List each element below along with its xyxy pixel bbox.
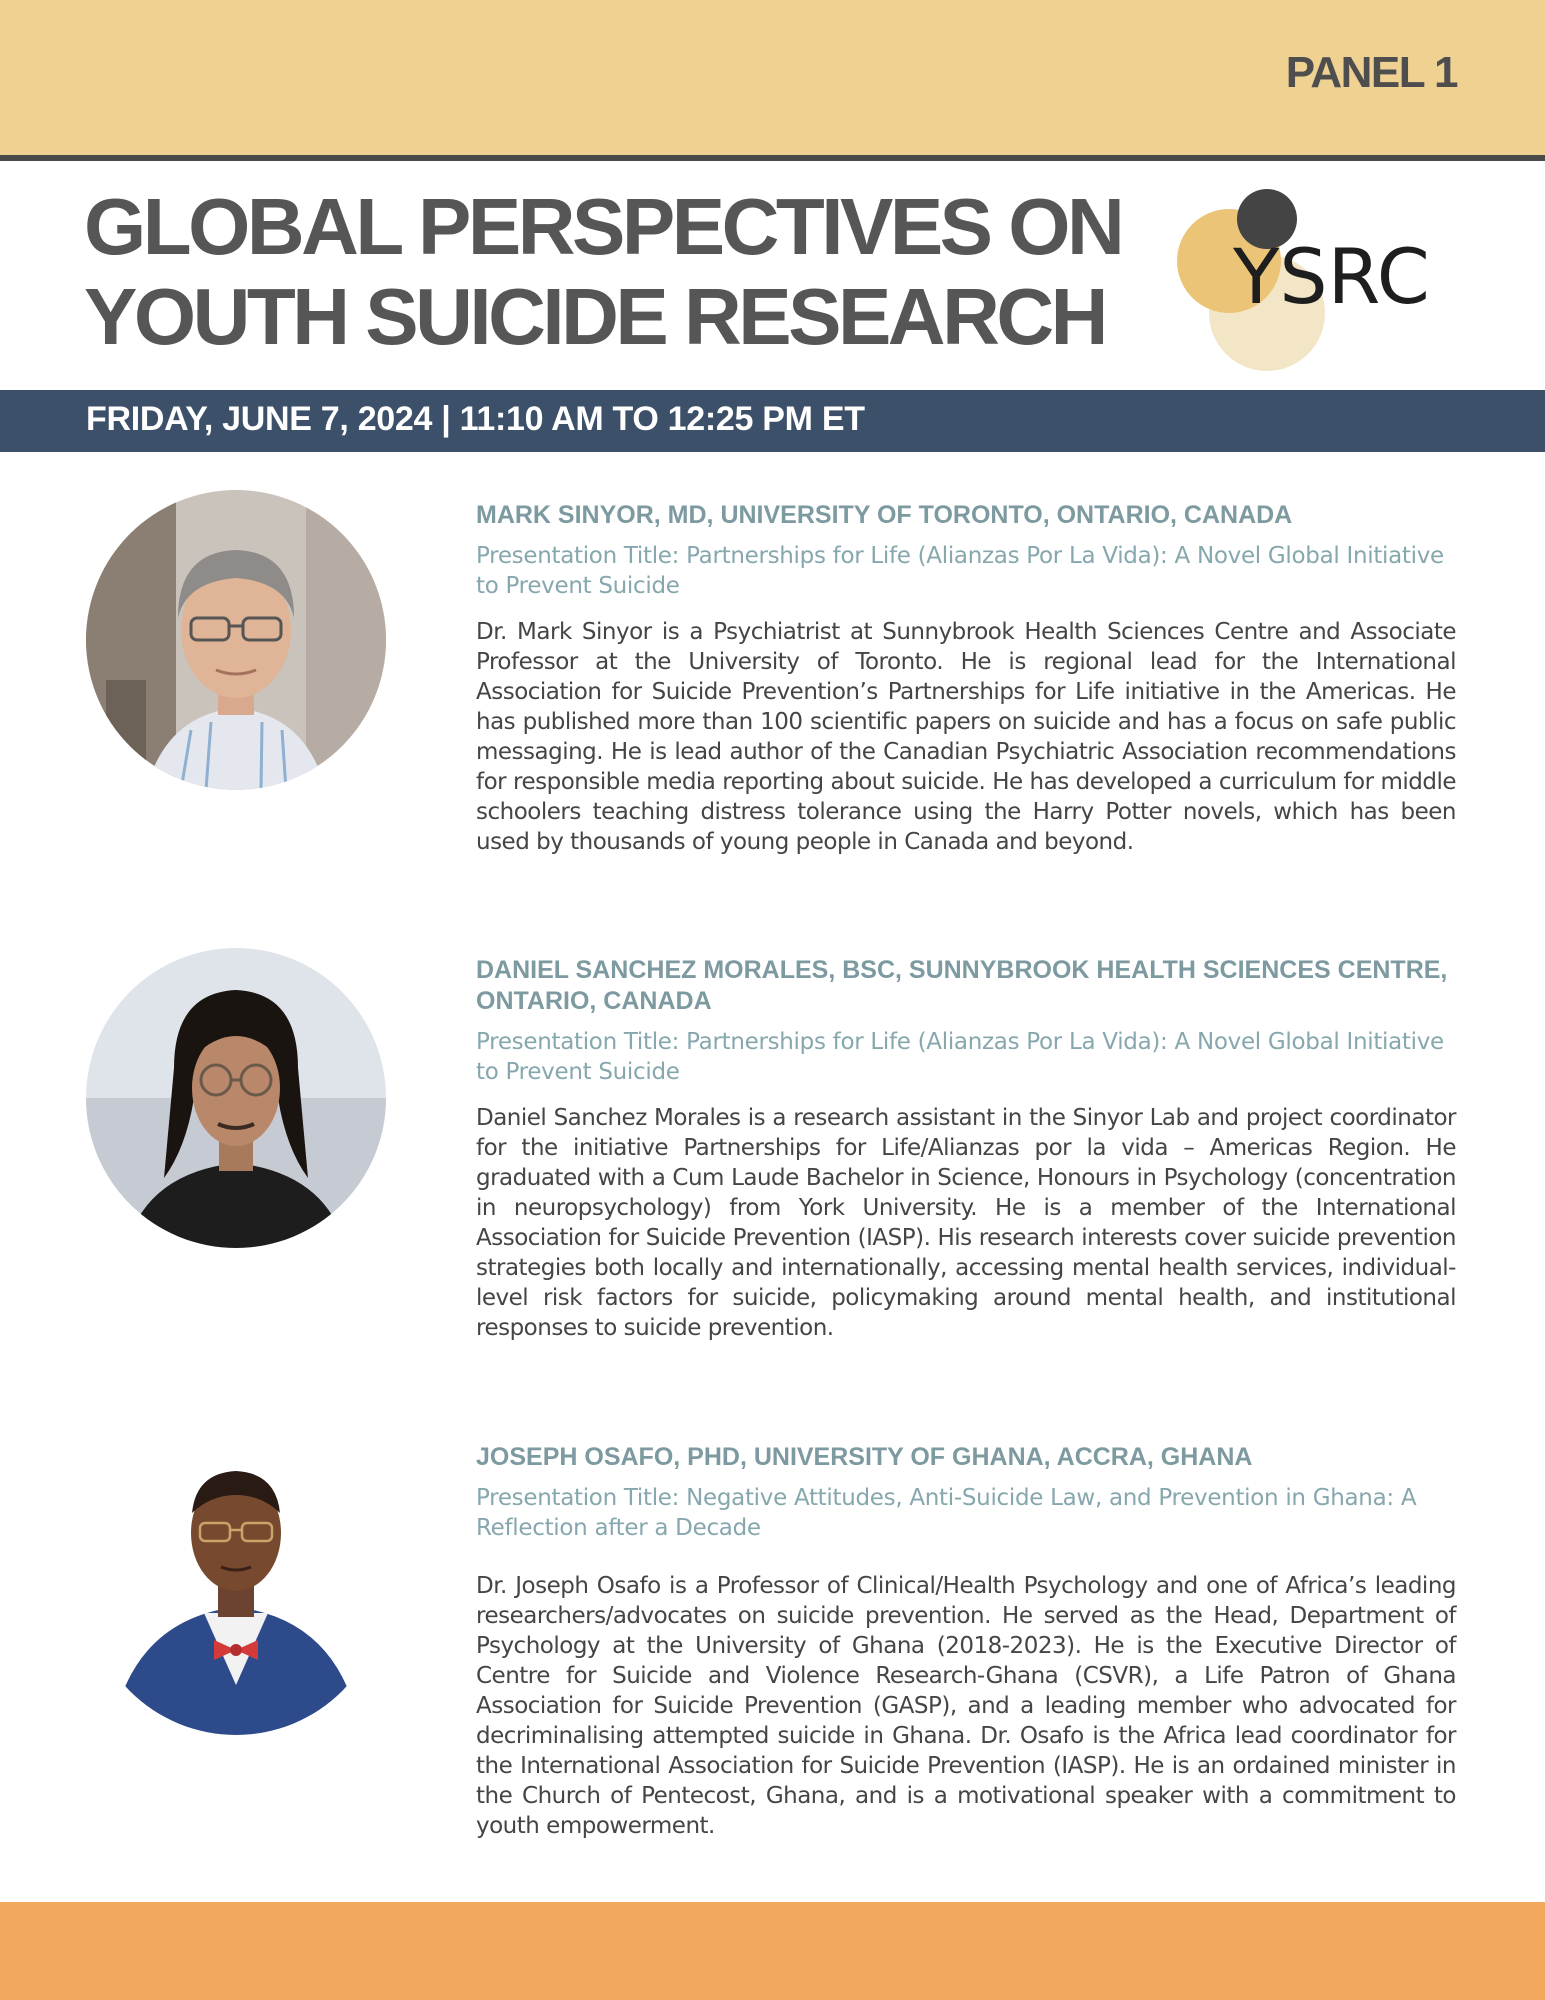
speaker-name: DANIEL SANCHEZ MORALES, BSC, SUNNYBROOK HEALTH SCIENCES CENTRE, ONTARIO, CANADA — [476, 956, 1448, 1015]
speaker-bio: Daniel Sanchez Morales is a research assistant in the Sinyor Lab and project coordinator for the initiative Partnerships for Life/Alianzas por la vida – Americas Region. He graduated with a Cum Laude Bachelor in Science, Honours in Psychology (concentration in neuropsychology) from York University. He is a member of the International Association for Suicide Prevention (IASP). His research interests cover suicide prevention strategies both locally and internationally, accessing mental health services, individual-level risk factors for suicide, policymaking around mental health, and institutional responses to suicide prevention. — [476, 1105, 1456, 1341]
speaker-photo-joseph-osafo — [86, 1435, 386, 1735]
footer-band — [0, 1902, 1545, 2000]
speaker-name: JOSEPH OSAFO, PHD, UNIVERSITY OF GHANA, ACCRA, GHANA — [476, 1443, 1253, 1471]
speaker-photo-daniel-sanchez-morales — [86, 948, 386, 1248]
page-title — [84, 182, 1144, 362]
page-title-line-1: GLOBAL PERSPECTIVES ON — [84, 182, 1122, 271]
panel-label: PANEL 1 — [1285, 48, 1457, 97]
presentation-title: Presentation Title: Partnerships for Life (Alianzas Por La Vida): A Novel Global Initiative to Prevent Suicide — [476, 1029, 1444, 1085]
svg-text:YSRC: YSRC — [1233, 232, 1430, 321]
presentation-title: Presentation Title: Negative Attitudes, Anti-Suicide Law, and Prevention in Ghana: A Reflection after a Decade — [476, 1485, 1417, 1541]
speaker-info — [476, 955, 1456, 1343]
speaker-bio: Dr. Joseph Osafo is a Professor of Clinical/Health Psychology and one of Africa’s leading researchers/advocates on suicide prevention. He served as the Head, Department of Psychology at the University of Ghana (2018-2023). He is the Executive Director of Centre for Suicide and Violence Research-Ghana (CSVR), a Life Patron of Ghana Association for Suicide Prevention (GASP), and a leading member who advocated for decriminalising attempted suicide in Ghana. Dr. Osafo is the Africa lead coordinator for the International Association for Suicide Prevention (IASP). He is an ordained minister in the Church of Pentecost, Ghana, and is a motivational speaker with a commitment to youth empowerment. — [476, 1573, 1456, 1839]
header-divider — [0, 155, 1545, 161]
speaker-bio: Dr. Mark Sinyor is a Psychiatrist at Sunnybrook Health Sciences Centre and Associate Professor at the University of Toronto. He is regional lead for the International Association for Suicide Prevention’s Partnerships for Life initiative in the Americas. He has published more than 100 scientific papers on suicide and has a focus on safe public messaging. He is lead author of the Canadian Psychiatric Association recommendations for responsible media reporting about suicide. He has developed a curriculum for middle schoolers teaching distress tolerance using the Harry Potter novels, which has been used by thousands of young people in Canada and beyond. — [476, 619, 1456, 855]
event-date-time: FRIDAY, JUNE 7, 2024 | 11:10 AM TO 12:25 PM ET — [86, 400, 865, 438]
speaker-info — [476, 1442, 1456, 1841]
ysrc-logo — [1165, 185, 1465, 375]
page-title-line-2: YOUTH SUICIDE RESEARCH — [84, 272, 1105, 361]
speaker-info — [476, 500, 1456, 857]
speaker-photo-mark-sinyor — [86, 490, 386, 790]
speaker-name: MARK SINYOR, MD, UNIVERSITY OF TORONTO, ONTARIO, CANADA — [476, 501, 1293, 529]
header-band — [0, 0, 1545, 155]
presentation-title: Presentation Title: Partnerships for Life (Alianzas Por La Vida): A Novel Global Initiative to Prevent Suicide — [476, 543, 1444, 599]
event-date-bar — [0, 390, 1545, 452]
